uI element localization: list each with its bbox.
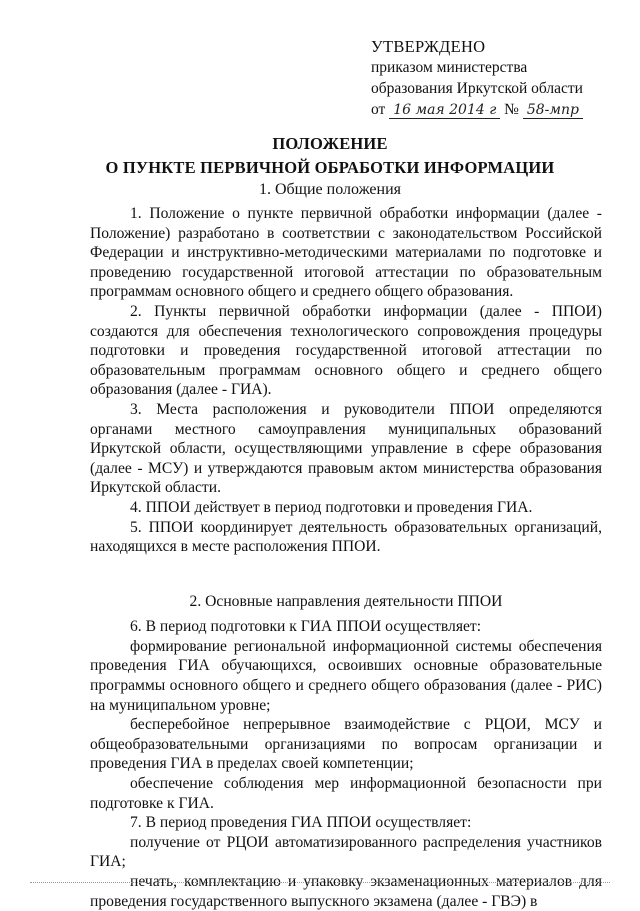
section-2-title: 2. Основные направления деятельности ППОИ [189, 592, 503, 610]
handwritten-date: 16 мая 2014 г [389, 102, 500, 119]
paragraph: 5. ППОИ координирует деятельность образовательных организаций, находящихся в месте расположения ППОИ. [90, 518, 602, 556]
document-body [90, 204, 602, 911]
paragraph: получение от РЦОИ автоматизированного распределения участников ГИА; [90, 833, 602, 871]
paragraph: 3. Места расположения и руководители ППОИ определяются органами местного самоуправления муниципальных образований Иркутской области, осуществляющими управление в сфере образования (далее - МСУ) и утверждаются правовым актом министерства образования Иркутской области. [90, 400, 602, 497]
number-label: № [504, 101, 519, 118]
approval-date-line [371, 99, 621, 120]
paragraph: 4. ППОИ действует в период подготовки и проведения ГИА. [130, 498, 533, 516]
section-gap [90, 557, 602, 592]
footer-divider [30, 882, 610, 883]
paragraph: 1. Положение о пункте первичной обработки информации (далее - Положение) разработано в соответствии с законодательством Российской Федерации и инструктивно-методическими материалами по подготовке и проведению государственной итоговой аттестации по образовательным программам основного общего и среднего общего образования. [90, 205, 602, 301]
approval-block [371, 36, 621, 120]
approval-title: УТВЕРЖДЕНО [371, 37, 486, 56]
paragraph: бесперебойное непрерывное взаимодействие с РЦОИ, МСУ и общеобразовательными организациями по вопросам организации и проведения ГИА в пределах своей компетенции; [90, 716, 602, 773]
paragraph: печать, комплектацию и упаковку экзаменационных материалов для проведения государственного выпускного экзамена (далее - ГВЭ) в [90, 873, 602, 910]
handwritten-number: 58-мпр [523, 102, 583, 119]
paragraph: обеспечение соблюдения мер информационной безопасности при подготовке к ГИА. [90, 775, 602, 812]
paragraph: 7. В период проведения ГИА ППОИ осуществляет: [130, 814, 472, 832]
paragraph: формирование региональной информационной системы обеспечения проведения ГИА обучающихся, освоивших основные образовательные программы основного общего и среднего общего образования (далее - РИС) на муниципальном уровне; [90, 637, 602, 714]
from-label: от [371, 101, 386, 118]
approval-line-ministry: образования Иркутской области [371, 80, 583, 97]
document-title: ПОЛОЖЕНИЕ [272, 134, 388, 153]
paragraph: 6. В период подготовки к ГИА ППОИ осуществляет: [130, 618, 482, 636]
document-subtitle: О ПУНКТЕ ПЕРВИЧНОЙ ОБРАБОТКИ ИНФОРМАЦИИ [105, 158, 555, 177]
approval-line-order: приказом министерства [371, 59, 528, 76]
paragraph: 2. Пункты первичной обработки информации (далее - ППОИ) создаются для обеспечения технологического сопровождения процедуры подготовки и проведения государственной итоговой аттестации по образовательным программам основного общего и среднего общего образования (далее - ГИА). [90, 302, 602, 399]
section-1-title: 1. Общие положения [258, 181, 402, 198]
